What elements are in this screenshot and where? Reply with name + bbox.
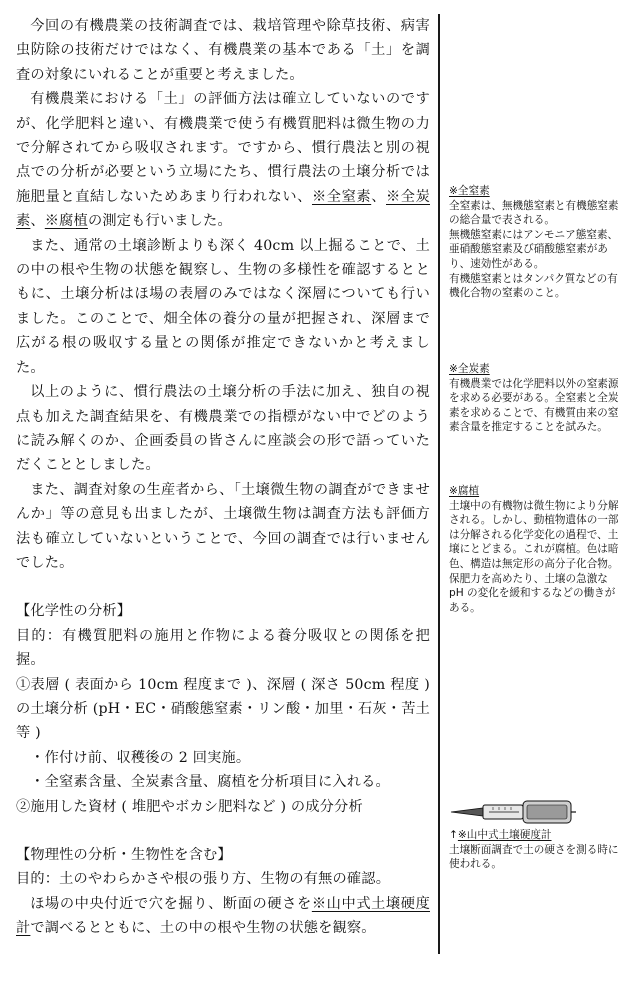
main-text-column: [16, 14, 430, 941]
chemical-analysis-bullet-2: ・全窒素含量、全炭素含量、腐植を分析項目に入れる。: [30, 774, 390, 791]
physical-analysis-purpose: 目的：土のやわらかさや根の張り方、生物の有無の確認。: [16, 871, 391, 888]
note-humus: [449, 484, 625, 615]
total-carbon-link[interactable]: ※全炭素: [16, 188, 430, 230]
total-nitrogen-link[interactable]: ※全窒素: [311, 188, 372, 205]
note-humus-body-2: 保肥力を高めたり、土壌の急激な pH の変化を緩和するなどの働きがある。: [449, 572, 616, 614]
spacer: [16, 575, 430, 599]
note-total-nitrogen-body-1: 全窒素は、無機態窒素と有機態窒素の総合量で表される。: [449, 199, 619, 227]
chemical-analysis-item-2: ②施用した資材 ( 堆肥やボカシ肥料など ) の成分分析: [16, 798, 363, 815]
soil-hardness-tester-illustration: [449, 792, 577, 826]
intro-paragraph-2: [16, 87, 430, 233]
physical-analysis-heading: 【物理性の分析・生物性を含む】: [16, 847, 232, 863]
separator: 、: [30, 213, 45, 230]
intro-paragraph-1: 今回の有機農業の技術調査では、栽培管理や除草技術、病害虫防除の技術だけではなく、有機農業の基本である「土」を調査の対象にいれることが重要と考えました。: [16, 18, 430, 83]
note-total-nitrogen-body-3: 有機態窒素とはタンパク質などの有機化合物の窒素のこと。: [449, 272, 618, 300]
physical-analysis-text-a: ほ場の中央付近で穴を掘り、断面の硬さを: [30, 895, 312, 912]
column-divider: [438, 14, 440, 954]
physical-analysis-text: [16, 892, 430, 941]
note-total-nitrogen: [449, 184, 625, 301]
note-soil-hardness-tester-body: 土壌断面調査で土の硬さを測る時に使われる。: [449, 843, 619, 871]
note-total-carbon-title: ※全炭素: [449, 363, 490, 375]
note-total-nitrogen-body-2: 無機態窒素にはアンモニア態窒素、亜硝酸態窒素及び硝酸態窒素があり、速効性がある。: [449, 228, 619, 270]
note-humus-title: ※腐植: [449, 485, 480, 497]
note-soil-hardness-tester-title-text: ※山中式土壌硬度計: [457, 829, 552, 841]
chemical-analysis-heading: 【化学性の分析】: [16, 603, 132, 620]
note-total-carbon-body: 有機農業では化学肥料以外の窒素源を求める必要がある。全窒素と全炭素を求めることで、有機質由来の窒素含量を推定することを試みた。: [449, 377, 619, 434]
intro-paragraph-2-text-a: 有機農業における「土」の評価方法は確立していないのですが、化学肥料と違い、有機農業で使う有機質肥料は微生物の力で分解されてから吸収されます。ですから、慣行農法と別の視点での分析が必要という立場にたち、慣行農法の土壌分析では施肥量と直結しないためあまり行われない、: [16, 91, 430, 205]
chemical-analysis-bullet-1: ・作付け前、収穫後の 2 回実施。: [30, 749, 251, 766]
note-total-nitrogen-title: ※全窒素: [449, 185, 490, 197]
spacer: [16, 819, 430, 843]
intro-paragraph-4: 以上のように、慣行農法の土壌分析の手法に加え、独自の視点も加えた調査結果を、有機農業での指標がない中でどのように読み解くのか、企画委員の皆さんに座談会の形で語っていただくこととしました。: [16, 384, 430, 474]
note-soil-hardness-tester-title: [449, 828, 625, 843]
physical-analysis-text-b: で調べるとともに、土の中の根や生物の状態を観察。: [30, 920, 376, 937]
intro-paragraph-2-text-b: の測定も行いました。: [87, 213, 232, 230]
chemical-analysis-item-1: ①表層 ( 表面から 10cm 程度まで )、深層 ( 深さ 50cm 程度 ) の土壌分析 (pH・EC・硝酸態窒素・リン酸・加里・石灰・苦土等 ): [16, 676, 430, 742]
soil-hardness-tester-link[interactable]: ※山中式土壌硬度計: [16, 895, 430, 937]
intro-paragraph-5: また、調査対象の生産者から、「土壌微生物の調査ができませんか」等の意見も出ましたが、土壌微生物は調査方法も評価方法も確立していないということで、今回の調査では行いませんでした。: [16, 481, 430, 571]
separator: 、: [371, 188, 386, 205]
intro-paragraph-3: また、通常の土壌診断よりも深く 40cm 以上掘ることで、土の中の根や生物の状態を観察し、生物の多様性を確認するとともに、土壌分析はほ場の表層のみではなく深層についても行いました。このことで、畑全体の養分の量が把握され、深層まで広がる根の吸収する量との関係が推定できないかと考えました。: [16, 237, 430, 376]
note-total-carbon: [449, 362, 625, 435]
up-arrow-icon: ↑: [449, 829, 458, 841]
chemical-analysis-purpose: 目的：有機質肥料の施用と作物による養分吸収との関係を把握。: [16, 627, 430, 669]
note-soil-hardness-tester: [449, 828, 625, 872]
humus-link[interactable]: ※腐植: [44, 213, 88, 230]
note-humus-body-1: 土壌中の有機物は微生物により分解される。しかし、動植物遺体の一部は分解される化学変化の過程で、土壌にとどまる。これが腐植。色は暗色、構造は無定形の高分子化合物。: [449, 499, 619, 570]
